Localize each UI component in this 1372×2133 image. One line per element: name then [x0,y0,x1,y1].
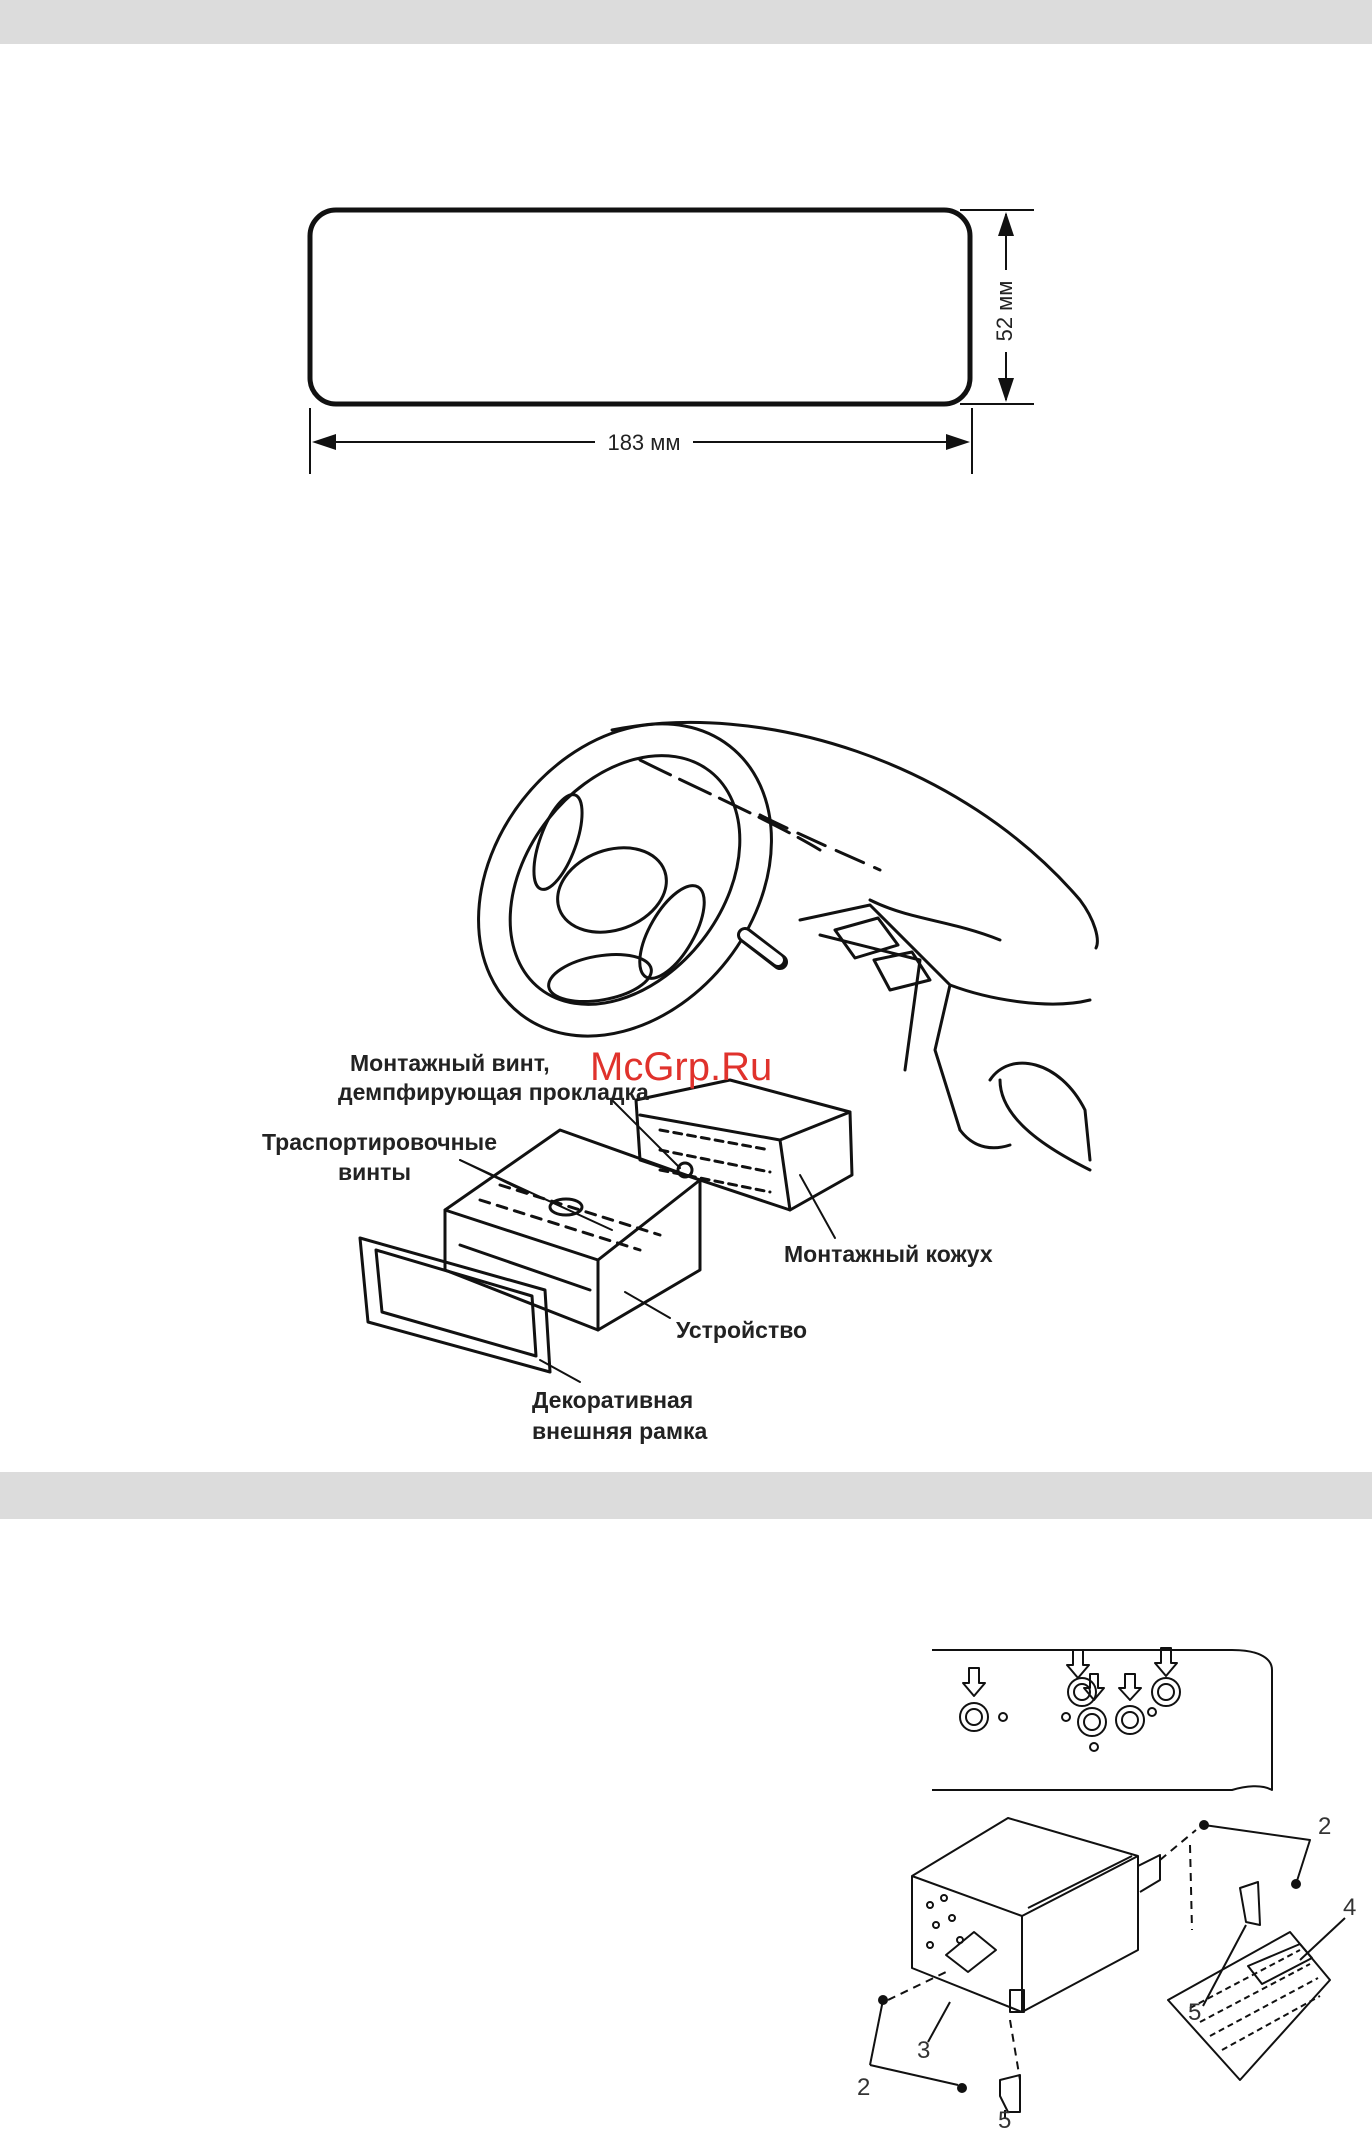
mounting-screw-label-line1: Монтажный винт, [350,1050,550,1076]
opening-dimension-diagram [310,210,1034,474]
mounting-screw-label-line2: демпфирующая прокладка [338,1079,649,1105]
head-unit [445,1130,700,1330]
width-dimension-label: 183 мм [607,430,681,455]
callout-2-bottom: 2 [857,2074,871,2101]
callout-2-top: 2 [1318,1813,1332,1840]
transport-screws-label-line2: винты [338,1159,412,1185]
frame-label-line2: внешняя рамка [532,1418,708,1444]
unit-box [912,1818,1160,2012]
trim-frame [360,1238,550,1372]
watermark-text: McGrp.Ru [590,1045,773,1089]
upper-clip [1240,1882,1260,1925]
callout-5-bottom: 5 [998,2107,1012,2133]
hole-arrow-icons [963,1648,1177,1700]
callout-4: 4 [1343,1894,1357,1921]
callout-5-right: 5 [1188,1999,1202,2026]
height-dimension-label: 52 мм [991,280,1017,342]
frame-label-line1: Декоративная [532,1387,694,1413]
bracket-diagram [870,1648,1345,2118]
callout-3: 3 [917,2037,931,2064]
mounting-holes [960,1678,1180,1751]
installation-diagram [360,666,1097,1382]
unit-label: Устройство [676,1317,808,1343]
side-panel [932,1650,1272,1790]
center-console [800,905,1090,1170]
mounting-sleeve-label: Монтажный кожух [784,1241,993,1267]
transport-screws-label-line1: Траспортировочные [262,1129,497,1155]
mounting-sleeve [636,1080,852,1210]
dash-opening-outline [310,210,970,404]
